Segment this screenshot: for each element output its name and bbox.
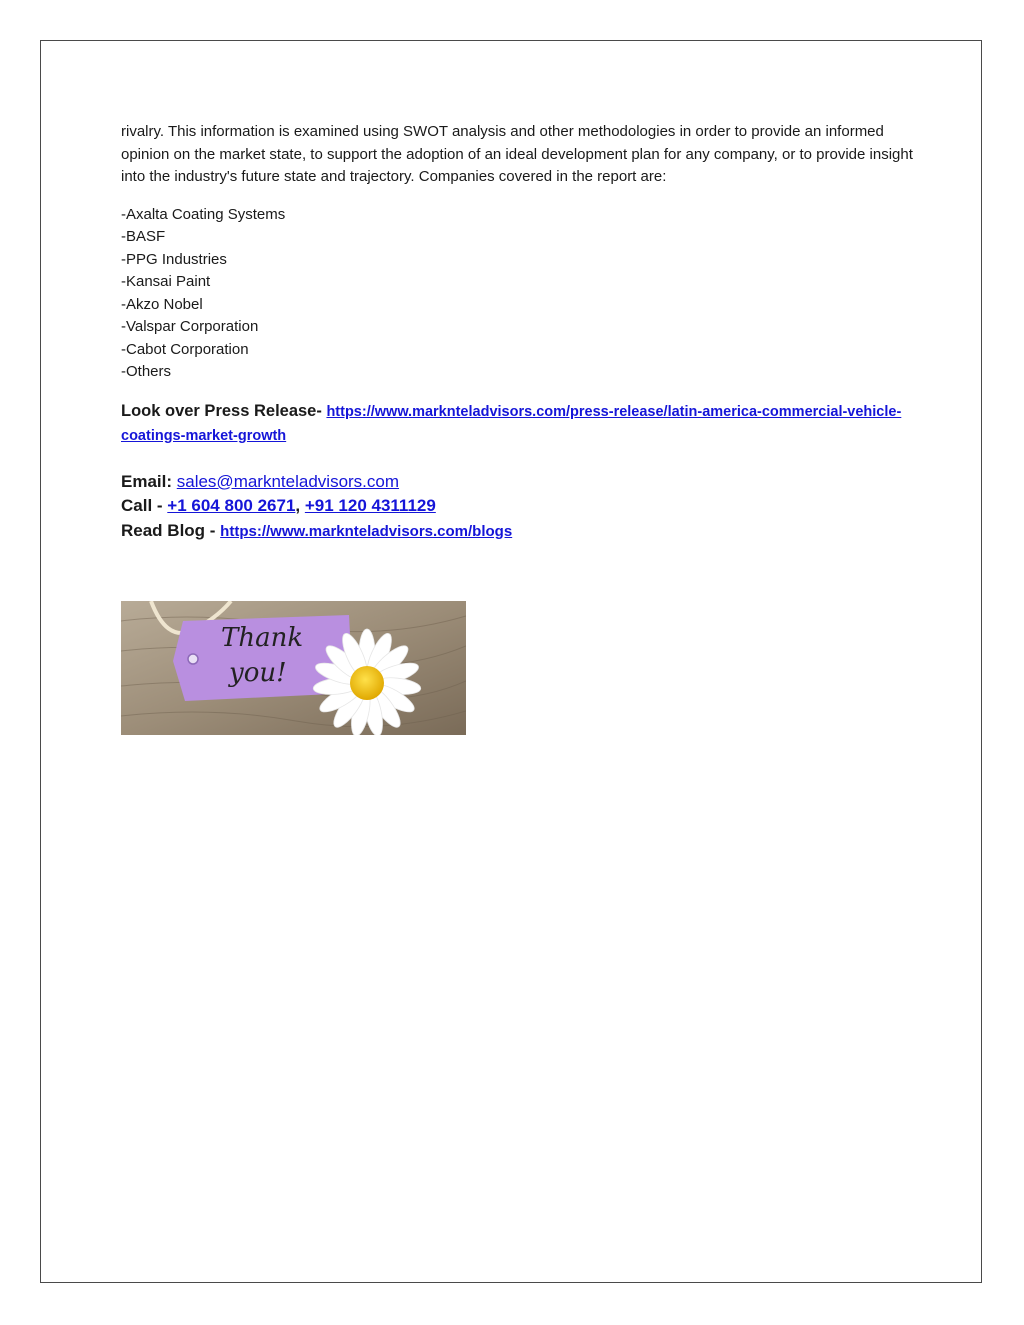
company-item: -Cabot Corporation — [121, 340, 249, 358]
intro-paragraph: rivalry. This information is examined using SWOT analysis and other methodologies in order to provide an informed opinion on the market state, to support the adoption of an ideal development plan for any company, or to provide insight into the industry's future state and trajectory. Companies covered in the report are: — [121, 123, 913, 185]
press-release-label: Look over Press Release- — [121, 401, 327, 420]
phone-link-2[interactable]: +91 120 4311129 — [304, 496, 436, 515]
blog-link[interactable]: https://www.marknteladvisors.com/blogs — [220, 522, 513, 540]
phone-separator: , — [295, 496, 305, 515]
press-release-link[interactable]: https://www.marknteladvisors.com/press-release/latin-america-commercial-vehicle-coatings-market-growth — [121, 403, 902, 444]
press-release-line — [121, 400, 921, 448]
company-item: -Kansai Paint — [121, 273, 211, 290]
contact-block — [121, 470, 921, 545]
thank-you-image — [121, 601, 466, 735]
phone-link-1[interactable]: +1 604 800 2671 — [167, 496, 296, 515]
page-content — [121, 121, 921, 544]
blog-label: Read Blog - — [121, 520, 221, 540]
call-label: Call - — [121, 496, 168, 515]
document-page — [40, 40, 982, 1283]
email-link[interactable]: sales@marknteladvisors.com — [176, 471, 400, 491]
tag-hole — [188, 654, 198, 664]
company-item: -Axalta Coating Systems — [121, 205, 286, 223]
thank-you-illustration — [121, 601, 466, 735]
companies-list — [121, 204, 921, 384]
blog-line — [121, 519, 921, 545]
company-item: -Valspar Corporation — [121, 318, 259, 335]
email-line — [121, 470, 921, 495]
company-item: -BASF — [121, 228, 166, 245]
tag-text-line1: Thank — [221, 623, 304, 653]
company-item: -Akzo Nobel — [121, 295, 203, 313]
tag-text-line2: you! — [229, 658, 287, 688]
call-line — [121, 494, 921, 519]
company-item: -PPG Industries — [121, 250, 227, 268]
company-item: -Others — [121, 363, 172, 380]
email-label: Email: — [121, 471, 177, 491]
flower-center — [350, 666, 384, 700]
